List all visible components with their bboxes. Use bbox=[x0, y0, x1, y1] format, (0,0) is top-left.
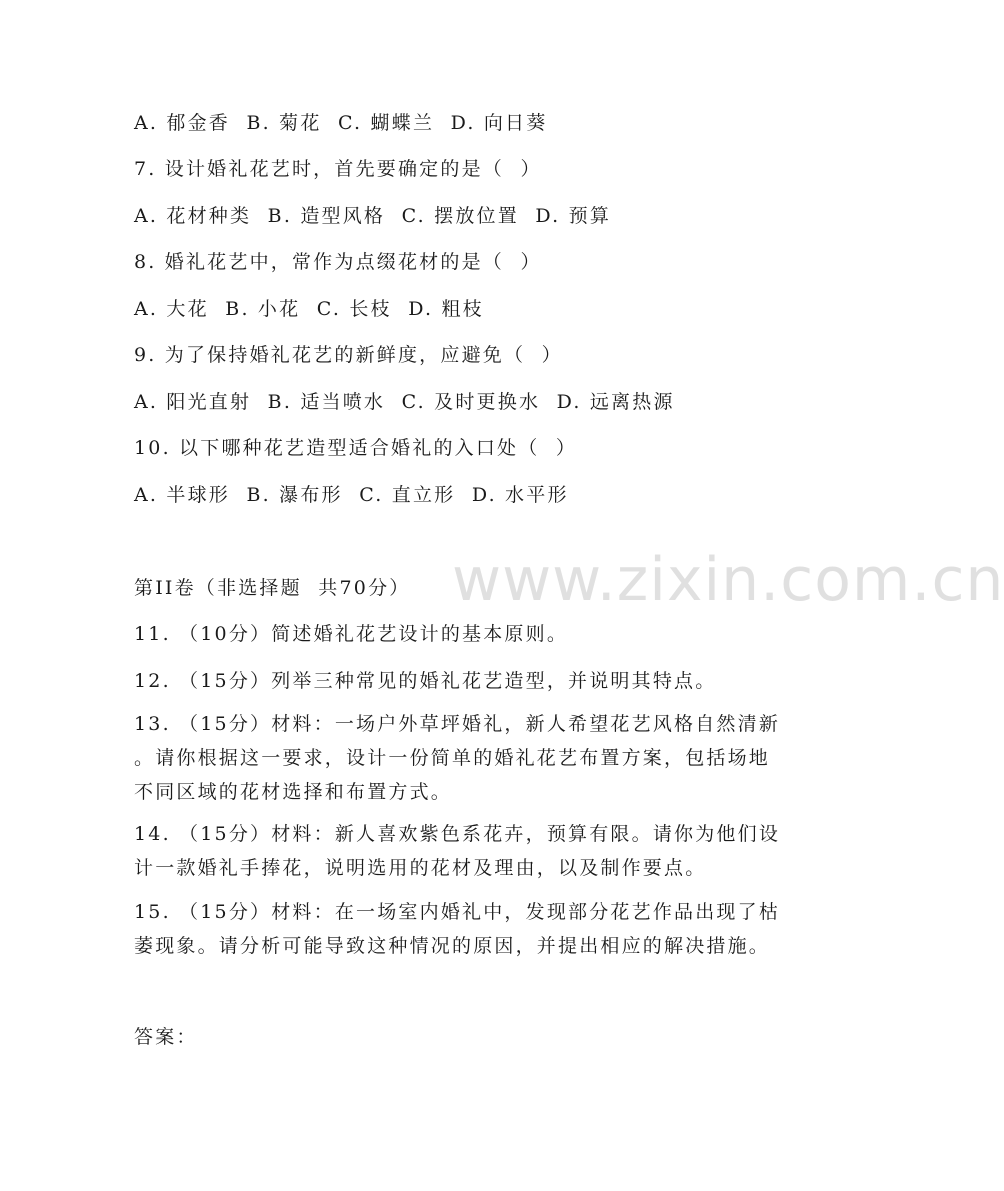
question-10: 10. 以下哪种花艺造型适合婚礼的入口处（ ） bbox=[134, 437, 578, 459]
section-heading-part2: 第II卷（非选择题 共70分） bbox=[134, 577, 411, 599]
question-8: 8. 婚礼花艺中，常作为点缀花材的是（ ） bbox=[134, 251, 542, 273]
question-14-line: 计一款婚礼手捧花，说明选用的花材及理由，以及制作要点。 bbox=[134, 857, 707, 879]
question-13 bbox=[134, 707, 781, 809]
question-7: 7. 设计婚礼花艺时，首先要确定的是（ ） bbox=[134, 158, 542, 180]
question-13-line: 。请你根据这一要求，设计一份简单的婚礼花艺布置方案，包括场地 bbox=[134, 747, 771, 769]
q9-options: A. 阳光直射 B. 适当喷水 C. 及时更换水 D. 远离热源 bbox=[134, 391, 675, 413]
question-15-line: 15. （15分）材料：在一场室内婚礼中，发现部分花艺作品出现了枯 bbox=[134, 901, 781, 923]
question-15-line: 萎现象。请分析可能导致这种情况的原因，并提出相应的解决措施。 bbox=[134, 935, 771, 957]
question-11: 11. （10分）简述婚礼花艺设计的基本原则。 bbox=[134, 623, 569, 645]
q10-options: A. 半球形 B. 瀑布形 C. 直立形 D. 水平形 bbox=[134, 484, 569, 506]
answers-label: 答案： bbox=[134, 1026, 198, 1048]
question-13-line: 13. （15分）材料：一场户外草坪婚礼，新人希望花艺风格自然清新 bbox=[134, 713, 781, 735]
question-12: 12. （15分）列举三种常见的婚礼花艺造型，并说明其特点。 bbox=[134, 670, 717, 692]
q7-options: A. 花材种类 B. 造型风格 C. 摆放位置 D. 预算 bbox=[134, 205, 612, 227]
q6-options: A. 郁金香 B. 菊花 C. 蝴蝶兰 D. 向日葵 bbox=[134, 112, 548, 134]
watermark: www.zixin.com.cn bbox=[452, 545, 1004, 615]
question-9: 9. 为了保持婚礼花艺的新鲜度，应避免（ ） bbox=[134, 344, 563, 366]
question-14 bbox=[134, 817, 781, 885]
question-13-line: 不同区域的花材选择和布置方式。 bbox=[134, 781, 453, 803]
q8-options: A. 大花 B. 小花 C. 长枝 D. 粗枝 bbox=[134, 298, 484, 320]
question-15 bbox=[134, 895, 781, 963]
question-14-line: 14. （15分）材料：新人喜欢紫色系花卉，预算有限。请你为他们设 bbox=[134, 823, 781, 845]
